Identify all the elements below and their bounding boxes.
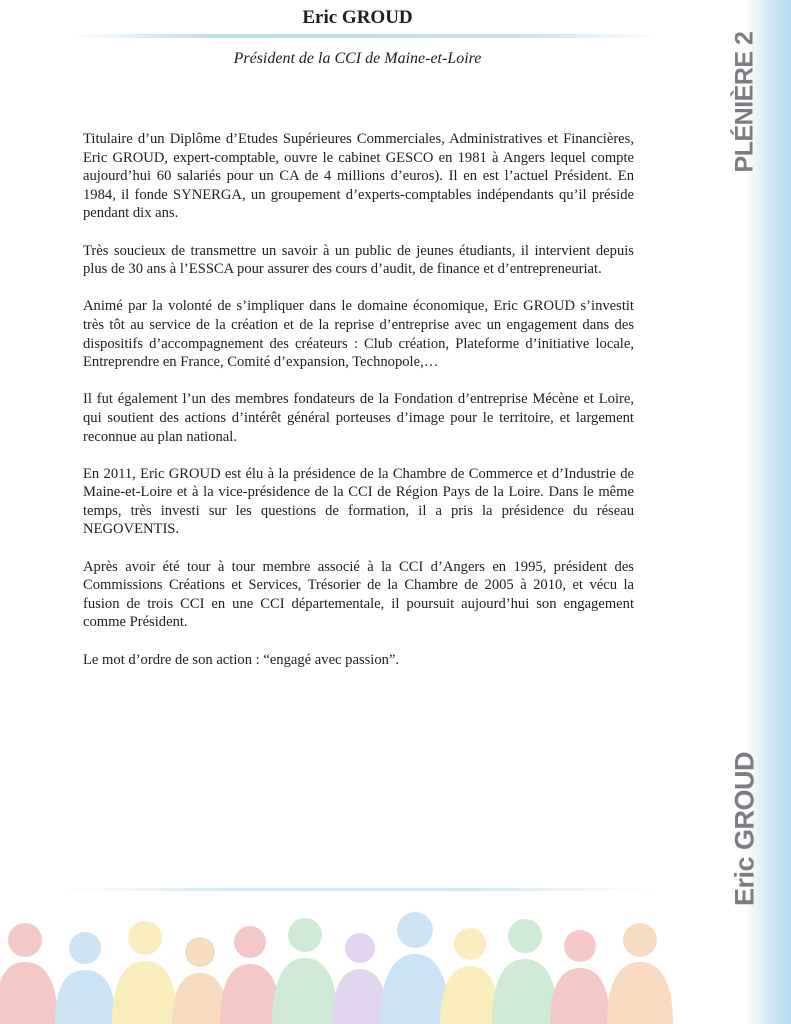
biography-body: [83, 130, 634, 688]
title-divider: [70, 34, 660, 38]
paragraph-entrepreneurship: Animé par la volonté de s’impliquer dans le domaine économique, Eric GROUD s’investit très tôt au service de la création et de la reprise d’entreprise avec un engagement dans des dispositifs d’accompagnement des créateurs : Club création, Plateforme d’initiative locale, Entreprendre en France, Comité d’expansion, Technopole,…: [83, 298, 634, 371]
silhouette-9: [440, 928, 500, 1024]
paragraph-presidency: En 2011, Eric GROUD est élu à la présidence de la Chambre de Commerce et d’Industrie de Maine-et-Loire et à la vice-présidence de la CCI de Région Pays de la Loire. Dans le même temps, très investi sur les questions de formation, il a pris la présidence du réseau NEGOVENTIS.: [83, 465, 634, 538]
page-title: Eric GROUD: [302, 7, 413, 28]
silhouette-1: [0, 923, 58, 1024]
silhouette-10: [492, 919, 558, 1024]
silhouette-11: [550, 930, 610, 1024]
page-subtitle: Président de la CCI de Maine-et-Loire: [233, 50, 482, 67]
section-label: PLÉNIÈRE 2: [730, 31, 759, 173]
paragraph-motto: Le mot d’ordre de son action : “engagé avec passion”.: [83, 651, 400, 668]
silhouette-5: [220, 926, 281, 1024]
paragraph-cci-history: Après avoir été tour à tour membre associé à la CCI d’Angers en 1995, président des Commissions Créations et Services, Trésorier de la Chambre de 2005 à 2010, et vécu la fusion de trois CCI en une CCI départementale, il poursuit aujourd’hui son engagement comme Président.: [83, 558, 634, 631]
speaker-label: Eric GROUD: [729, 751, 760, 907]
crowd-silhouettes: [0, 912, 673, 1024]
silhouette-6: [272, 918, 338, 1024]
silhouette-3: [112, 921, 178, 1024]
silhouette-8: [380, 912, 450, 1024]
paragraph-teaching: Très soucieux de transmettre un savoir à un public de jeunes étudiants, il intervient depuis plus de 30 ans à l’ESSCA pour assurer des cours d’audit, de finance et d’entrepreneuriat.: [83, 242, 634, 278]
paragraph-foundation: Il fut également l’un des membres fondateurs de la Fondation d’entreprise Mécène et Loire, qui soutient des actions d’intérêt général porteuses d’image pour le territoire, et largement reconnue au plan national.: [83, 391, 634, 445]
silhouette-2: [55, 932, 116, 1024]
silhouette-4: [172, 937, 228, 1024]
paragraph-career: Titulaire d’un Diplôme d’Etudes Supérieures Commerciales, Administratives et Financières, Eric GROUD, expert-comptable, ouvre le cabinet GESCO en 1981 à Angers lequel compte aujourd’hui 60 salariés pour un CA de 4 millions d’euros). Il en est l’actuel Président. En 1984, il fonde SYNERGA, un groupement d’experts-comptables indépendants qu’il préside pendant dix ans.: [83, 131, 634, 222]
silhouette-12: [607, 923, 673, 1024]
bottom-divider: [60, 888, 660, 891]
silhouette-7: [332, 933, 388, 1024]
people-silhouettes-icon: [0, 900, 700, 1024]
